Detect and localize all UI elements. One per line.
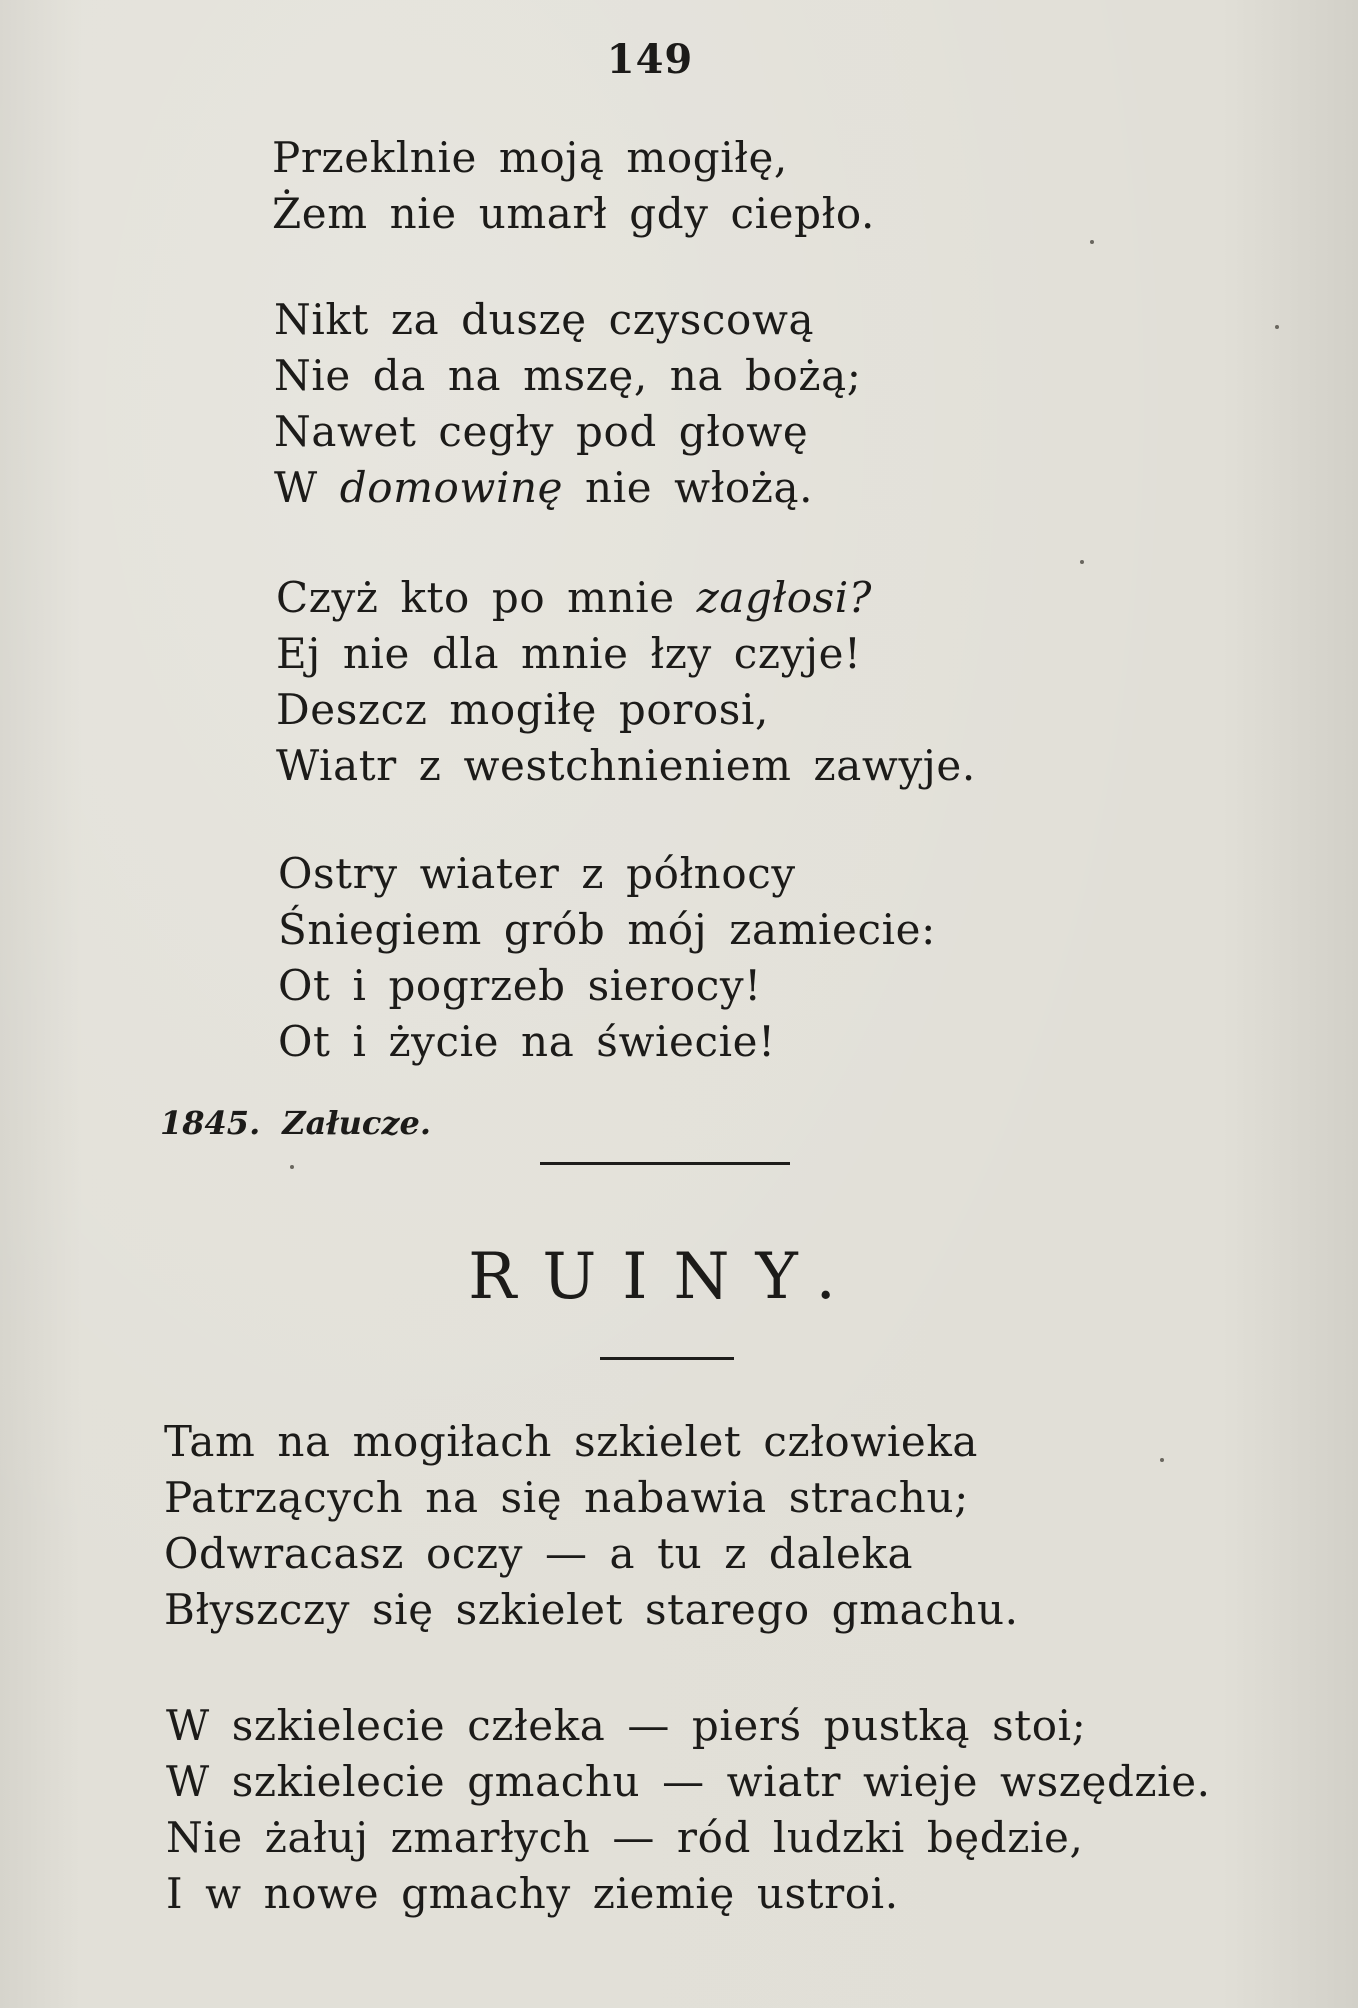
poem-line: Deszcz mogiłę porosi, (276, 685, 769, 734)
paper-speck (1160, 1458, 1164, 1462)
poem-line: Przeklnie moją mogiłę, (272, 133, 788, 182)
section-divider (540, 1162, 790, 1165)
poem-line: Ot i pogrzeb sierocy! (278, 961, 762, 1010)
poem-line: Patrzących na się nabawia strachu; (164, 1473, 969, 1522)
poem-line-end: nie włożą. (563, 463, 814, 512)
poem-line: Tam na mogiłach szkielet człowieka (164, 1417, 979, 1466)
poem2-stanza-2 (166, 1698, 1211, 1922)
poem-line: Śniegiem grób mój zamiecie: (278, 905, 936, 954)
paper-speck (290, 1165, 294, 1169)
poem-line (276, 570, 976, 626)
poem-line: Nie żałuj zmarłych — ród ludzki będzie, (166, 1813, 1084, 1862)
poem-line: Ostry wiater z północy (278, 849, 796, 898)
poem1-stanza-2 (274, 292, 862, 516)
title-underline (600, 1357, 734, 1360)
poem-line: Wiatr z westchnieniem zawyje. (276, 741, 976, 790)
poem-line: I w nowe gmachy ziemię ustroi. (166, 1869, 899, 1918)
poem1-stanza-3 (276, 570, 976, 794)
poem-line: Nawet cegły pod głowę (274, 407, 809, 456)
poem-title: RUINY. (468, 1240, 862, 1314)
page-number: 149 (606, 36, 694, 83)
poem1-stanza-4 (278, 846, 936, 1070)
poem-line-start: W (274, 463, 340, 512)
poem-line: Ot i życie na świecie! (278, 1017, 776, 1066)
paper-speck (1275, 325, 1279, 329)
poem-line: Żem nie umarł gdy ciepło. (272, 189, 875, 238)
date-place (160, 1104, 431, 1142)
poem-line: Nie da na mszę, na bożą; (274, 351, 862, 400)
poem-line-italic: zagłosi? (696, 573, 872, 622)
poem-line: Odwracasz oczy — a tu z daleka (164, 1529, 914, 1578)
poem-line: Ej nie dla mnie łzy czyje! (276, 629, 862, 678)
poem-line: W szkielecie gmachu — wiatr wieje wszędzie. (166, 1757, 1211, 1806)
paper-speck (1090, 240, 1094, 244)
poem-line: Nikt za duszę czyscową (274, 295, 815, 344)
poem-line (274, 460, 862, 516)
poem-line: Błyszczy się szkielet starego gmachu. (164, 1585, 1019, 1634)
poem2-stanza-1 (164, 1414, 1019, 1638)
poem-line-start: Czyż kto po mnie (276, 573, 697, 622)
poem-year: 1845. (160, 1104, 261, 1142)
poem-place: Załucze. (282, 1104, 432, 1142)
poem1-stanza-1 (272, 130, 875, 242)
poem-line-italic: domowinę (339, 463, 564, 512)
poem-line: W szkielecie człeka — pierś pustką stoi; (166, 1701, 1087, 1750)
paper-speck (1080, 560, 1084, 564)
